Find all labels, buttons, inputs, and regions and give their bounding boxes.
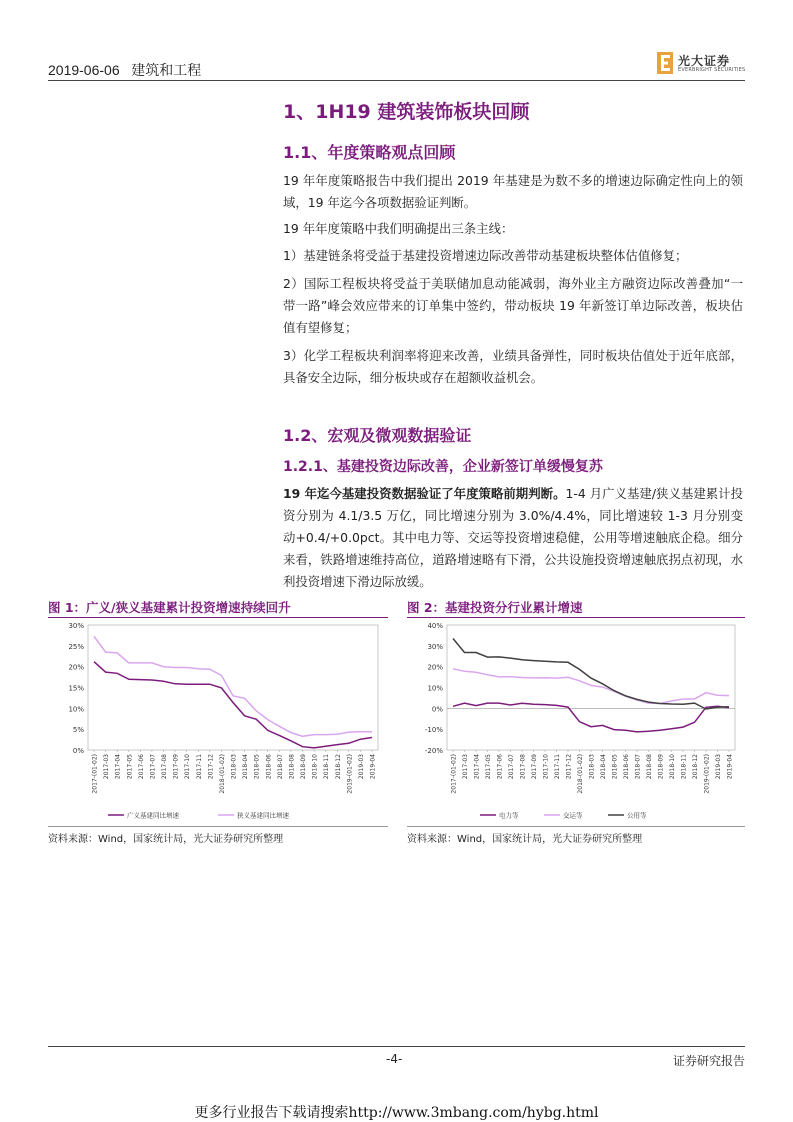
- figure-2-rule: [407, 617, 745, 618]
- x-tick-label: 2018-11: [680, 754, 688, 780]
- legend-label: 交运等: [563, 811, 583, 820]
- x-tick-label: 2017-08: [161, 754, 168, 780]
- x-tick-label: 2017-04: [473, 754, 481, 780]
- section-title: 1、1H19 建筑装饰板块回顾: [283, 101, 530, 123]
- x-tick-label: 2017-10: [542, 754, 550, 780]
- x-tick-label: 2018-03: [588, 754, 596, 780]
- x-tick-label: 2018-12: [692, 754, 699, 780]
- logo-mark-icon: [657, 52, 673, 74]
- x-tick-label: 2019-04: [726, 754, 734, 780]
- y-tick-label: 0%: [431, 705, 443, 714]
- x-tick-label: 2018-11: [323, 754, 331, 780]
- x-tick-label: 2018-10: [669, 754, 676, 780]
- x-tick-label: 2017-(01-02): [450, 754, 458, 794]
- paragraph-4: 2）国际工程板块将受益于美联储加息动能减弱，海外业主方融资边际改善叠加“一带一路”峰会效应带来的订单集中签约，带动板块 19 年新签订单边际改善，板块估值有望修复；: [283, 276, 743, 335]
- paragraph-2: 19 年年度策略中我们明确提出三条主线：: [283, 221, 514, 236]
- page-number: -4-: [386, 1052, 403, 1066]
- x-tick-label: 2019-03: [357, 754, 365, 780]
- report-date: 2019-06-06: [48, 62, 120, 78]
- x-tick-label: 2018-09: [657, 754, 665, 780]
- figure-1-bottom-rule: [48, 826, 388, 827]
- x-tick-label: 2018-06: [623, 754, 630, 780]
- x-tick-label: 2017-12: [565, 754, 573, 780]
- y-tick-label: 15%: [68, 684, 84, 693]
- paragraph-5: 3）化学工程板块利润率将迎来改善，业绩具备弹性，同时板块估值处于近年底部，具备安全边际，细分板块或存在超额收益机会。: [283, 348, 743, 385]
- subsection-title-1-1: 1.1、年度策略观点回顾: [283, 143, 456, 162]
- y-tick-label: -20%: [424, 747, 443, 755]
- x-tick-label: 2017-03: [462, 754, 469, 780]
- lead-bold: 19 年迄今基建投资数据验证了年度策略前期判断。: [283, 486, 566, 501]
- x-tick-label: 2017-05: [485, 754, 492, 780]
- logo-subtitle: EVERBRIGHT SECURITIES: [678, 67, 746, 73]
- x-tick-label: 2018-12: [334, 754, 342, 780]
- x-tick-label: 2017-04: [114, 754, 122, 780]
- x-tick-label: 2018-04: [600, 754, 607, 780]
- series-line-交运等: [453, 669, 729, 704]
- chart-sector-growth: [407, 619, 745, 825]
- x-tick-label: 2017-09: [172, 754, 180, 780]
- x-tick-label: 2017-07: [508, 754, 515, 780]
- x-tick-label: 2018-10: [311, 754, 319, 780]
- subsection-title-1-2-1: 1.2.1、基建投资边际改善，企业新签订单缓慢复苏: [283, 459, 603, 475]
- footer-label: 证券研究报告: [672, 1054, 745, 1068]
- x-tick-label: 2018-05: [253, 754, 261, 780]
- x-tick-label: 2017-10: [184, 754, 192, 780]
- x-tick-label: 2017-06: [496, 754, 504, 780]
- x-tick-label: 2018-04: [242, 754, 250, 780]
- x-tick-label: 2017-08: [519, 754, 527, 780]
- y-tick-label: 10%: [427, 684, 443, 693]
- header-rule: [48, 80, 745, 81]
- legend-label: 公用等: [627, 811, 647, 820]
- x-tick-label: 2018-08: [646, 754, 653, 780]
- y-tick-label: 20%: [427, 663, 443, 672]
- y-tick-label: 30%: [68, 622, 84, 630]
- legend-label: 电力等: [499, 811, 519, 820]
- subsection-title-1-2: 1.2、宏观及微观数据验证: [283, 426, 472, 445]
- x-tick-label: 2019-(01-02): [703, 754, 711, 794]
- report-category: 建筑和工程: [131, 62, 202, 78]
- plot-frame: [88, 625, 378, 750]
- logo-name: 光大证券: [678, 54, 731, 68]
- paragraph-1: 19 年年度策略报告中我们提出 2019 年基建是为数不多的增速边际确定性向上的领域，19 年迄今各项数据验证判断。: [283, 173, 743, 210]
- y-tick-label: 30%: [427, 642, 443, 651]
- paragraph-3: 1）基建链条将受益于基建投资增速边际改善带动基建板块整体估值修复；: [283, 248, 688, 263]
- figure-2-title: 图 2：基建投资分行业累计增速: [407, 600, 583, 615]
- x-tick-label: 2017-09: [531, 754, 538, 780]
- x-tick-label: 2019-03: [715, 754, 722, 780]
- legend-label: 狭义基建同比增速: [237, 811, 289, 820]
- x-tick-label: 2017-03: [103, 754, 111, 780]
- brand-logo: [657, 52, 747, 76]
- figure-1-rule: [48, 617, 388, 618]
- x-tick-label: 2017-06: [137, 754, 145, 780]
- y-tick-label: 20%: [68, 663, 84, 672]
- report-date-category: [48, 60, 201, 80]
- x-tick-label: 2018-(01-02): [577, 754, 584, 794]
- x-tick-label: 2019-04: [369, 754, 377, 780]
- x-tick-label: 2017-07: [149, 754, 157, 780]
- y-tick-label: 40%: [427, 622, 443, 630]
- y-tick-label: 5%: [72, 726, 84, 735]
- x-tick-label: 2018-03: [230, 754, 238, 780]
- x-tick-label: 2018-(01-02): [218, 754, 226, 794]
- y-tick-label: 10%: [68, 705, 84, 714]
- x-tick-label: 2017-12: [207, 754, 215, 780]
- x-tick-label: 2019-(01-02): [346, 754, 354, 794]
- x-tick-label: 2017-11: [195, 754, 203, 780]
- lead-rest: 1-4 月广义基建/狭义基建累计投资分别为 4.1/3.5 万亿，同比增速分别为 3.0%/4.4%，同比增速较 1-3 月分别变动+0.4/+0.0pct。其中电力等、交运等投资增速稳健，公用等增速触底企稳。细分来看，铁路增速维持高位，道路增速略有下滑，公共设施投资增速触底拐点初现，水利投资增速下滑边际放缓。: [283, 486, 743, 589]
- figure-1-title: 图 1：广义/狭义基建累计投资增速持续回升: [48, 600, 291, 615]
- x-tick-label: 2017-11: [554, 754, 561, 780]
- figure-2-source: 资料来源：Wind，国家统计局，光大证券研究所整理: [407, 834, 643, 845]
- x-tick-label: 2018-06: [265, 754, 273, 780]
- x-tick-label: 2018-08: [288, 754, 296, 780]
- figure-1-source: 资料来源：Wind，国家统计局，光大证券研究所整理: [48, 834, 284, 845]
- series-line-电力等: [453, 703, 729, 732]
- x-tick-label: 2018-07: [276, 754, 284, 780]
- series-line-狭义基建同比增速: [94, 636, 372, 736]
- y-tick-label: 25%: [68, 642, 84, 651]
- promo-link-text[interactable]: 更多行业报告下载请搜索http://www.3mbang.com/hybg.html: [194, 1105, 599, 1121]
- x-tick-label: 2017-(01-02): [91, 754, 99, 794]
- x-tick-label: 2018-07: [634, 754, 642, 780]
- figure-2-bottom-rule: [407, 826, 745, 827]
- legend-label: 广义基建同比增速: [127, 811, 179, 820]
- lead-paragraph: [283, 483, 743, 593]
- x-tick-label: 2017-05: [126, 754, 134, 780]
- chart-infrastructure-growth: [48, 619, 388, 825]
- y-tick-label: 0%: [72, 747, 84, 755]
- plot-frame: [447, 625, 735, 750]
- x-tick-label: 2018-05: [611, 754, 619, 780]
- x-tick-label: 2018-09: [300, 754, 307, 780]
- y-tick-label: -10%: [424, 726, 443, 735]
- footer-rule: [48, 1046, 745, 1047]
